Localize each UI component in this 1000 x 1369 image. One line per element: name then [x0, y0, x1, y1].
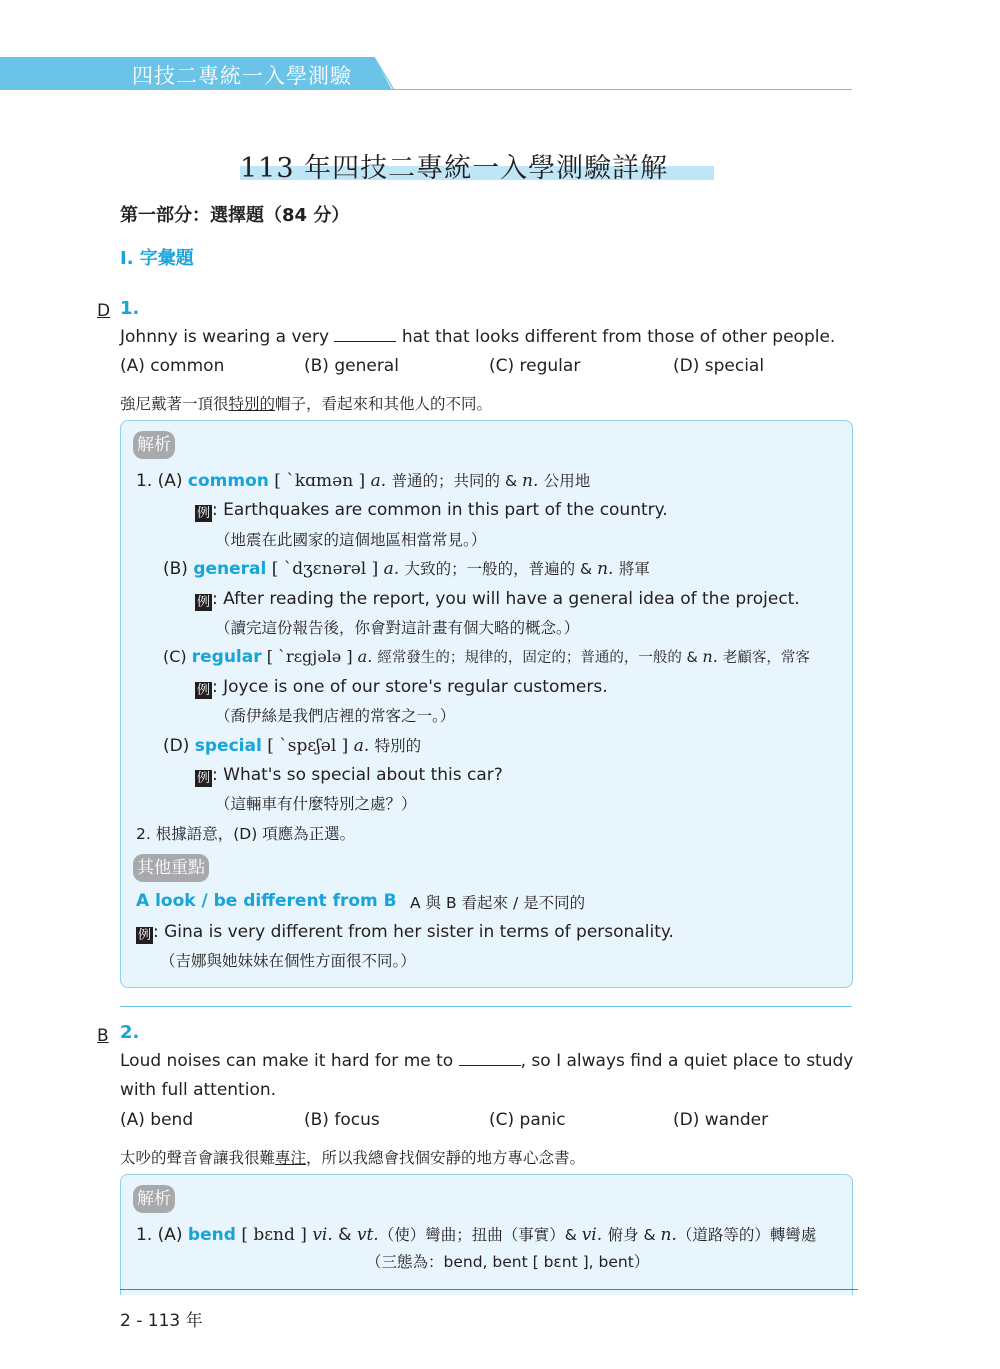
answer-conclusion: 2. 根據語意，(D) 項應為正選。 — [136, 825, 356, 843]
entry-bend: 1. (A) bend [ bɛnd ] vi. & vt.（使）彎曲；扭曲（事實）& vi. 俯身 & n.（道路等的）轉彎處 — [136, 1225, 817, 1245]
answer-blank — [334, 327, 396, 342]
key-phrase-example-translation: （吉娜與她妹妹在個性方面很不同。） — [160, 952, 416, 970]
key-phrase-meaning: A 與 B 看起來 / 是不同的 — [410, 894, 586, 912]
example-mark-icon: 例 — [196, 506, 210, 521]
option-a: (A) common — [120, 356, 225, 376]
example-common-translation: （地震在此國家的這個地區相當常見。） — [215, 531, 487, 549]
analysis-badge: 解析 — [133, 1185, 175, 1213]
header-section-title: 四技二專統一入學測驗 — [132, 64, 352, 88]
key-phrase: A look / be different from B — [136, 891, 397, 911]
key-phrase-example: 例 : Gina is very different from her sister in terms of personality. — [137, 922, 674, 943]
verb-forms: （三態為：bend, bent [ bɛnt ], bent） — [366, 1253, 650, 1271]
part-heading: 第一部分：選擇題（84 分） — [120, 205, 350, 226]
example-mark-icon: 例 — [137, 928, 151, 943]
answer-key: D — [97, 301, 111, 321]
entry-general: (B) general [ ˋdʒɛnərəl ] a. 大致的；一般的，普遍的 & n. 將軍 — [163, 559, 650, 579]
question-stem-line2: with full attention. — [120, 1080, 277, 1100]
page-title: 113 年四技二專統一入學測驗詳解 — [240, 153, 669, 184]
option-a: (A) bend — [120, 1110, 194, 1130]
footer-rule — [120, 1289, 858, 1290]
translation: 強尼戴著一頂很特別的帽子，看起來和其他人的不同。 — [120, 395, 493, 413]
entry-regular: (C) regular [ ˋrɛgjələ ] a. 經常發生的；規律的，固定的；普通的，一般的 & n. 老顧客，常客 — [163, 647, 810, 667]
option-b: (B) general — [304, 356, 399, 376]
example-regular: 例 : Joyce is one of our store's regular customers. — [196, 677, 608, 698]
option-c: (C) panic — [489, 1110, 566, 1130]
example-regular-translation: （喬伊絲是我們店裡的常客之一。） — [215, 707, 456, 725]
example-general: 例 : After reading the report, you will have a general idea of the project. — [196, 589, 800, 610]
example-mark-icon: 例 — [196, 595, 210, 610]
question-divider — [120, 1006, 852, 1007]
page-number: 2 - 113 年 — [120, 1311, 203, 1331]
option-b: (B) focus — [304, 1110, 380, 1130]
answer-blank — [459, 1051, 521, 1066]
option-c: (C) regular — [489, 356, 581, 376]
question-stem: Loud noises can make it hard for me to , so I always find a quiet place to study — [120, 1051, 854, 1071]
question-number: 1. — [120, 298, 140, 319]
option-d: (D) special — [673, 356, 765, 376]
example-general-translation: （讀完這份報告後，你會對這計畫有個大略的概念。） — [215, 619, 580, 637]
example-special: 例 : What's so special about this car? — [196, 765, 503, 786]
example-mark-icon: 例 — [196, 683, 210, 698]
example-mark-icon: 例 — [196, 771, 210, 786]
answer-key: B — [97, 1026, 109, 1046]
section-heading: I. 字彙題 — [120, 248, 194, 269]
other-points-badge: 其他重點 — [133, 854, 209, 882]
example-special-translation: （這輛車有什麼特別之處？） — [215, 795, 417, 813]
entry-common: 1. (A) common [ ˋkɑmən ] a. 普通的；共同的 & n. 公用地 — [136, 471, 591, 491]
entry-special: (D) special [ ˋspɛʃəl ] a. 特別的 — [163, 736, 422, 756]
example-common: 例 : Earthquakes are common in this part of the country. — [196, 500, 668, 521]
option-d: (D) wander — [673, 1110, 769, 1130]
question-number: 2. — [120, 1022, 140, 1043]
translation: 太吵的聲音會讓我很難專注，所以我總會找個安靜的地方專心念書。 — [120, 1149, 586, 1167]
analysis-badge: 解析 — [133, 431, 175, 459]
header-rule — [374, 89, 852, 90]
header-divider-slant — [374, 57, 394, 90]
question-stem: Johnny is wearing a very hat that looks different from those of other people. — [120, 327, 836, 347]
